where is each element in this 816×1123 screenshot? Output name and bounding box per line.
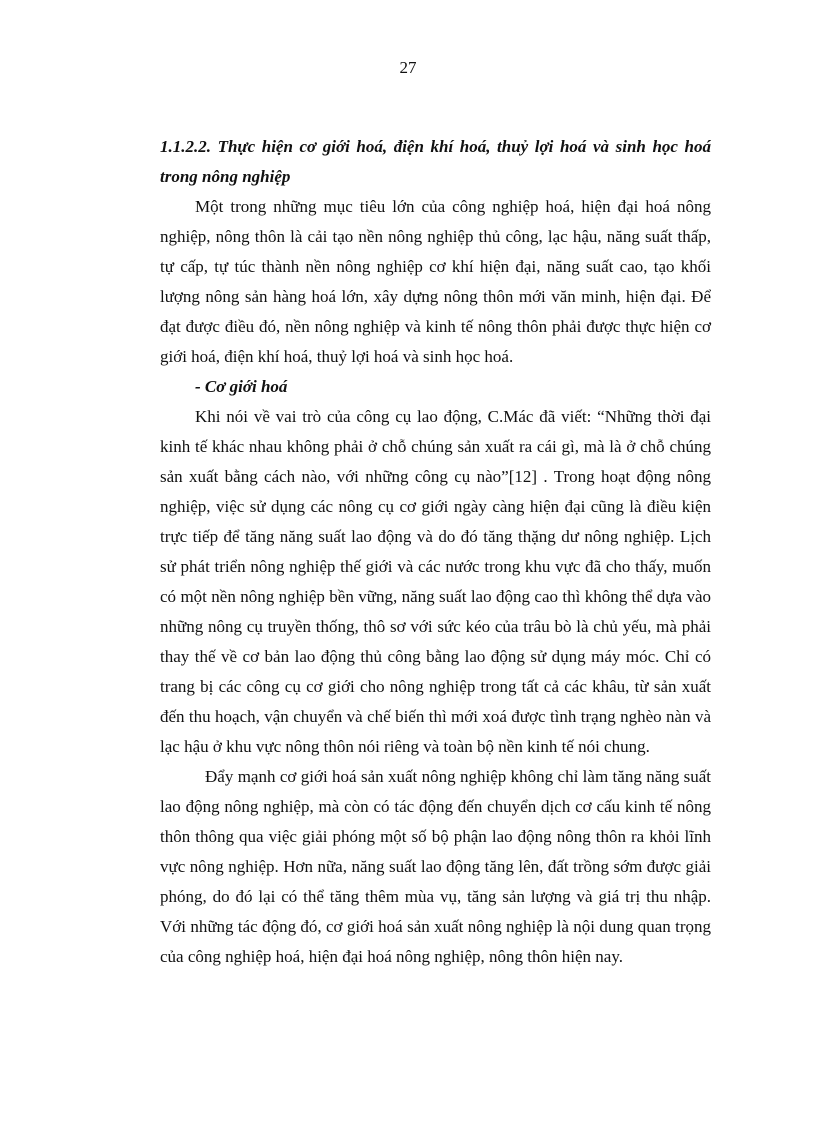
page-body (160, 132, 711, 972)
page-number: 27 (399, 58, 417, 77)
body-paragraph: Đẩy mạnh cơ giới hoá sản xuất nông nghiệp không chỉ làm tăng năng suất lao động nông nghiệp, mà còn có tác động đến chuyển dịch cơ cấu kinh tế nông thôn thông qua việc giải phóng một số bộ phận lao động nông thôn ra khỏi lĩnh vực nông nghiệp. Hơn nữa, năng suất lao động tăng lên, đất trồng sớm được giải phóng, do đó lại có thể tăng thêm mùa vụ, tăng sản lượng và giá trị thu nhập. Với những tác động đó, cơ giới hoá sản xuất nông nghiệp là nội dung quan trọng của công nghiệp hoá, hiện đại hoá nông nghiệp, nông thôn hiện nay. (160, 767, 711, 966)
section-heading: 1.1.2.2. Thực hiện cơ giới hoá, điện khí hoá, thuỷ lợi hoá và sinh học hoá trong nông nghiệp (160, 137, 711, 186)
body-paragraph: Khi nói về vai trò của công cụ lao động, C.Mác đã viết: “Những thời đại kinh tế khác nhau không phải ở chỗ chúng sản xuất ra cái gì, mà là ở chỗ chúng sản xuất bằng cách nào, với những công cụ nào”[12] . Trong hoạt động nông nghiệp, việc sử dụng các nông cụ cơ giới ngày càng hiện đại cũng là điều kiện trực tiếp để tăng năng suất lao động và do đó tăng thặng dư nông nghiệp. Lịch sử phát triển nông nghiệp thế giới và các nước trong khu vực đã cho thấy, muốn có một nền nông nghiệp bền vững, năng suất lao động cao thì không thể dựa vào những nông cụ truyền thống, thô sơ với sức kéo của trâu bò là chủ yếu, mà phải thay thế về cơ bản lao động thủ công bằng lao động sử dụng máy móc. Chỉ có trang bị các công cụ cơ giới cho nông nghiệp trong tất cả các khâu, từ sản xuất đến thu hoạch, vận chuyển và chế biến thì mới xoá được tình trạng nghèo nàn và lạc hậu ở khu vực nông thôn nói riêng và toàn bộ nền kinh tế nói chung. (160, 407, 711, 756)
intro-paragraph: Một trong những mục tiêu lớn của công nghiệp hoá, hiện đại hoá nông nghiệp, nông thôn là cải tạo nền nông nghiệp thủ công, lạc hậu, năng suất thấp, tự cấp, tự túc thành nền nông nghiệp cơ khí hiện đại, năng suất cao, tạo khối lượng nông sản hàng hoá lớn, xây dựng nông thôn mới văn minh, hiện đại. Để đạt được điều đó, nền nông nghiệp và kinh tế nông thôn phải được thực hiện cơ giới hoá, điện khí hoá, thuỷ lợi hoá và sinh học hoá. (160, 197, 711, 366)
subsection-heading: - Cơ giới hoá (195, 377, 288, 396)
